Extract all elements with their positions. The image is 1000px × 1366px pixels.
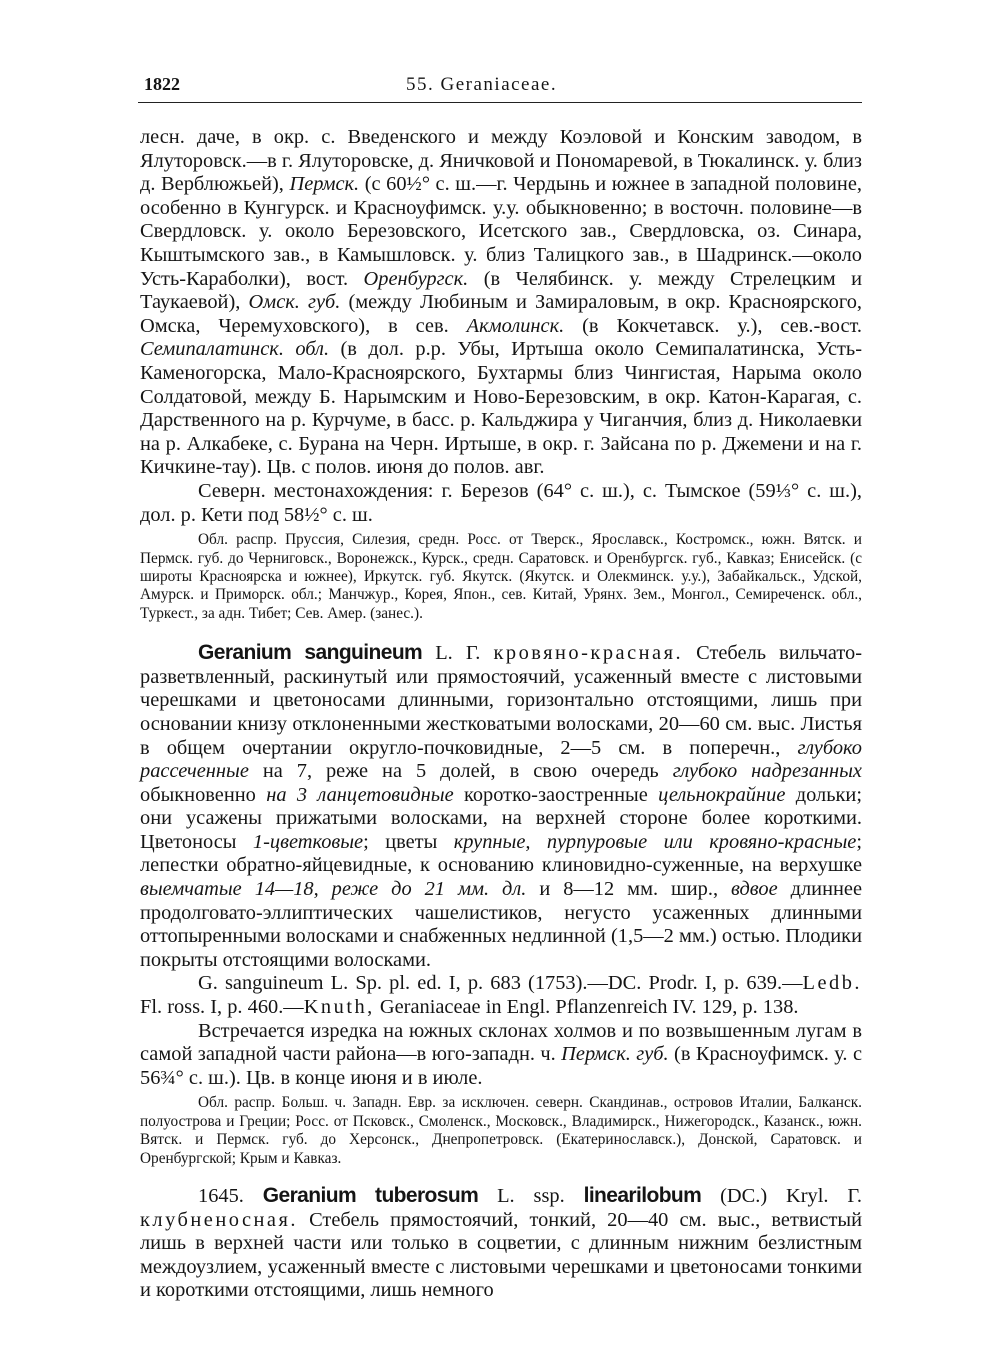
- occurrence-paragraph: Встречается изредка на южных склонах холмов и по возвышенным лугам в самой западной части района—в юго-западн. ч. Пермск. губ. (в Красноуфимск. у. с 56¾° с. ш.). Цв. в конце июня и в июле.: [140, 1019, 862, 1089]
- species-name: Geranium sanguineum: [198, 641, 423, 665]
- page-header: [138, 64, 862, 96]
- header-rule: [138, 102, 862, 103]
- distribution-paragraph: лесн. даче, в окр. с. Введенского и между Коэловой и Конским заводом, в Ялуторовск.—в г. Ялуторовске, д. Яничковой и Пономаревой, в Тюкалинск. у. близ д. Верблюжьей), Пермск. (с 60½° с. ш.—г. Чердынь и южнее в западной половине, особенно в Кунгурск. и Красноуфимск. у.у. обыкновенно; в восточн. половине—в Свердловск. у. около Березовского, Исетского зав., Свердловска, оз. Синара, Кыштымского зав., в Камышловск. у. близ Талицкого зав., в Шадринск.—около Усть-Караболки), вост. Оренбургск. (в Челябинск. у. между Стрелецким и Таукаевой), Омск. губ. (между Любиным и Замираловым, в окр. Красноярского, Омска, Черемуховского), в сев. Акмолинск. (в Кокчетавск. у.), сев.-вост. Семипалатинск. обл. (в дол. р.р. Убы, Иртыша около Семипалатинска, Усть-Каменогорска, Мало-Красноярского, Бухтармы близ Чингистая, Нарыма около Солдатовой, между Б. Нарымским и Ново-Березовским, в окр. Катон-Карагая, с. Дарственного на р. Курчуме, в басс. р. Кальджира у Чиганчия, близ д. Николаевки на р. Алкабеке, с. Бурана на Черн. Иртыше, в окр. г. Зайсана по р. Джемени и на г. Кичкине-тау). Цв. с полов. июня до полов. авг.: [140, 126, 863, 479]
- species-description-sanguineum: Geranium sanguineum L. Г. кровяно-красная. Стебель вильчато-разветвленный, раскинутый или прямостоячий, усаженный вместе с листовыми черешками и цветоносами длинными, горизонтально отстоящими, лишь при основании книзу отклоненными жестковатыми волосками, 20—60 см. выс. Листья в общем очертании округло-почковидные, 2—5 см. в поперечн., глубоко рассеченные на 7, реже на 5 долей, в свою очередь глубоко надрезанных обыкновенно на 3 ланцетовидные коротко-заостренные цельнокрайние дольки; они усажены прижатыми волосками, на верхней стороне более короткими. Цветоносы 1-цветковые; цветы крупные, пурпуровые или кровяно-красные; лепестки обратно-яйцевидные, к основанию клиновидно-суженные, на верхушке выемчатые 14—18, реже до 21 мм. дл. и 8—12 мм. шир., вдвое длиннее продолговато-эллиптических чашелистиков, негусто усаженных длинными оттопыренными волосками и снабженных недлинной (1,5—2 мм.) остью. Плодики покрыты отстоящими волосками.: [140, 641, 862, 971]
- page-body: [140, 126, 862, 1303]
- page-number: 1822: [144, 74, 180, 94]
- northern-localities-paragraph: Северн. местонахождения: г. Березов (64° с. ш.), с. Тымское (59⅓° с. ш.), дол. р. Кети под 58½° с. ш.: [140, 479, 862, 526]
- species-description-tuberosum: 1645. Geranium tuberosum L. ssp. linearilobum (DC.) Kryl. Г. клубненосная. Стебель прямостоячий, тонкий, 20—40 см. выс., ветвистый лишь в верхней части или только в соцветии, с длинным нижним безлистным междоузлием, усаженный вместе с листовыми черешками и цветоносами тонкими и короткими отстоящими, лишь немного: [140, 1184, 862, 1302]
- species-name-tuberosum: Geranium tuberosum: [262, 1184, 479, 1208]
- general-range-note: Обл. распр. Пруссия, Силезия, средн. Росс. от Тверск., Ярославск., Костромск., южн. Вятск. и Пермск. губ. до Черниговск., Воронежск., Курск., средн. Саратовск. и Оренбургск. губ., Кавказ; Енисейск. (с широты Красноярска и южнее), Иркутск. губ. Якутск. (Якутск. и Олекминск. у.у.), Забайкальск., Удской, Амурск. и Приморск. обл.; Манчжур., Корея, Япон., сев. Китай, Урянх. Зем., Монгол., Семиреченск. обл., Туркест., за адн. Тибет; Сев. Амер. (занес.).: [140, 531, 862, 622]
- literature-citations: G. sanguineum L. Sp. pl. ed. I, p. 683 (1753).—DC. Prodr. I, p. 639.—Ledb. Fl. ross. I, p. 460.—Knuth, Geraniaceae in Engl. Pflanzenreich IV. 129, p. 138.: [140, 972, 862, 1019]
- general-range-note-sanguineum: Обл. распр. Больш. ч. Западн. Евр. за исключен. северн. Скандинав., островов Италии, Балканск. полуострова и Греции; Росс. от Псковск., Смоленск., Московск., Владимирск., Нижегородск., Казанск., южн. Вятск. и Пермск. губ. до Херсонск., Днепропетровск. (Екатеринославск.), Донской, Саратовск. и Оренбургской; Крым и Кавказ.: [140, 1094, 862, 1167]
- running-title: 55. Geraniaceae.: [406, 74, 558, 95]
